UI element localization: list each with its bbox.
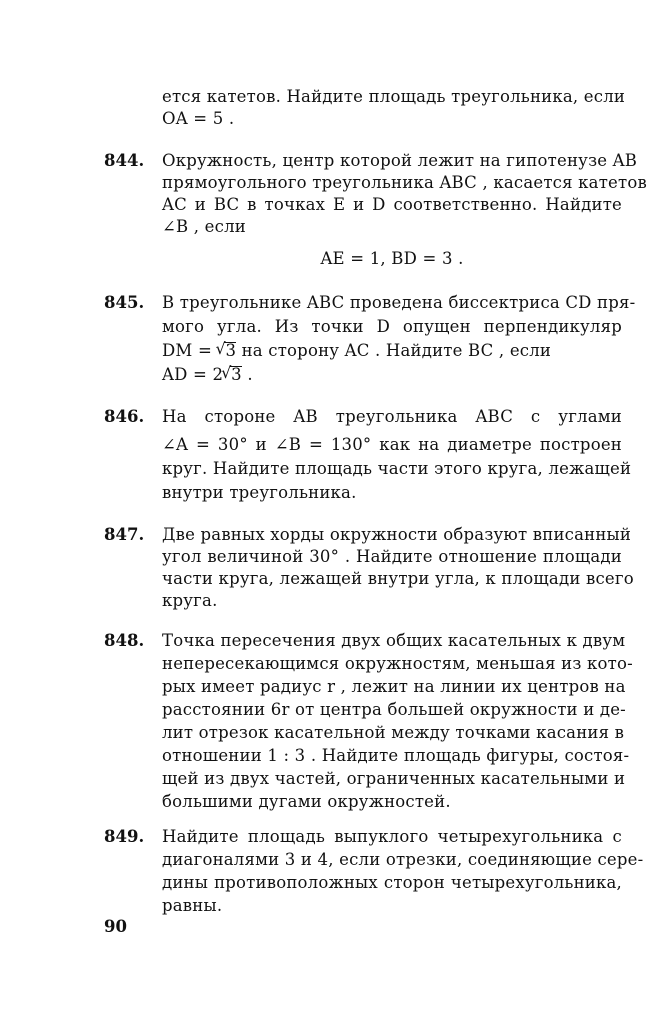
problem-line: ∠A = 30° и ∠B = 130° как на диаметре построен xyxy=(162,435,622,454)
problem-line: дины противоположных сторон четырехугольника, xyxy=(162,873,622,892)
formula-prefix: AD = 2 xyxy=(162,365,224,384)
continuation-line: ется катетов. Найдите площадь треугольника, если xyxy=(162,87,626,106)
problem-number: 849. xyxy=(104,827,145,846)
problem-line: На стороне AB треугольника ABC с углами xyxy=(162,407,622,426)
problem-line: Точка пересечения двух общих касательных к двум xyxy=(162,631,626,650)
problem-line: AC и BC в точках E и D соответственно. Найдите xyxy=(162,195,622,214)
problem-line: расстоянии 6r от центра большей окружности и де- xyxy=(162,700,626,719)
problem-line: угол величиной 30° . Найдите отношение площади xyxy=(162,547,622,566)
formula-suffix: . xyxy=(241,365,253,384)
square-root: √ 3 xyxy=(230,366,242,383)
problem-line: Найдите площадь выпуклого четырехугольника с xyxy=(162,827,622,846)
problem-number: 847. xyxy=(104,525,145,544)
formula-suffix: на сторону AC . Найдите BC , если xyxy=(236,341,552,360)
problem-line: непересекающимся окружностям, меньшая из кото- xyxy=(162,654,633,673)
problem-line: щей из двух частей, ограниченных касательными и xyxy=(162,769,626,788)
problem-line-with-root xyxy=(162,340,622,362)
continuation-line: OA = 5 . xyxy=(162,109,235,128)
problem-number: 846. xyxy=(104,407,145,426)
problem-number: 844. xyxy=(104,151,145,170)
problem-line: круг. Найдите площадь части этого круга, лежащей xyxy=(162,459,632,478)
problem-line: рых имеет радиус r , лежит на линии их центров на xyxy=(162,677,626,696)
formula-prefix: DM = xyxy=(162,341,218,360)
square-root: √ 3 xyxy=(224,342,236,359)
problem-formula: AE = 1, BD = 3 . xyxy=(320,249,464,268)
problem-line: равны. xyxy=(162,896,223,915)
problem-line: части круга, лежащей внутри угла, к площади всего xyxy=(162,569,634,588)
problem-line: Две равных хорды окружности образуют вписанный xyxy=(162,525,632,544)
problem-number: 848. xyxy=(104,631,145,650)
problem-line: диагоналями 3 и 4, если отрезки, соединяющие сере- xyxy=(162,850,644,869)
problem-line: В треугольнике ABC проведена биссектриса CD пря- xyxy=(162,293,636,312)
problem-number: 845. xyxy=(104,293,145,312)
problem-line: большими дугами окружностей. xyxy=(162,792,451,811)
problem-line: лит отрезок касательной между точками касания в xyxy=(162,723,625,742)
page-number: 90 xyxy=(104,917,127,936)
problem-line: отношении 1 : 3 . Найдите площадь фигуры, состоя- xyxy=(162,746,630,765)
problem-line: круга. xyxy=(162,591,218,610)
problem-line: ∠B , если xyxy=(162,217,246,236)
problem-line: Окружность, центр которой лежит на гипотенузе AB xyxy=(162,151,638,170)
problem-line-with-root xyxy=(162,364,622,386)
problem-line: мого угла. Из точки D опущен перпендикуляр xyxy=(162,317,622,336)
problem-line: прямоугольного треугольника ABC , касается катетов xyxy=(162,173,647,192)
problem-line: внутри треугольника. xyxy=(162,483,357,502)
